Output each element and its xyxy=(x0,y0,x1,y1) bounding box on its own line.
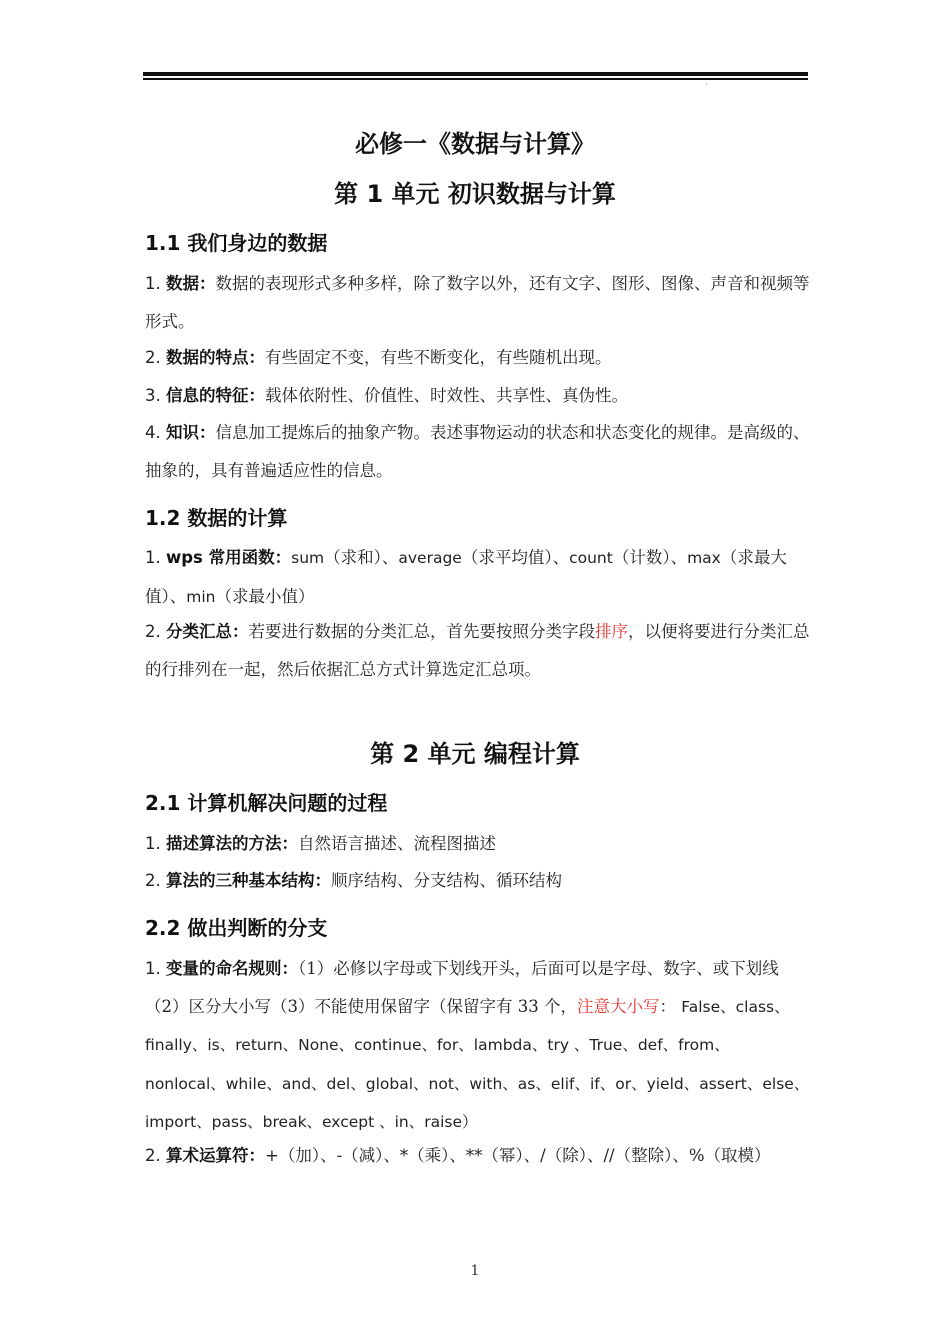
header-dot: · xyxy=(705,80,708,89)
page-number: 1 xyxy=(470,1263,480,1279)
section-1-2-title: 1.2 数据的计算 xyxy=(145,506,288,530)
item-1-1-4: 4. 知识：信息加工提炼后的抽象产物。表述事物运动的状态和状态变化的规律。是高级的、抽象的，具有普遍适应性的信息。 xyxy=(145,423,810,480)
header-rule-thin xyxy=(143,78,808,80)
section-2-1-title: 2.1 计算机解决问题的过程 xyxy=(145,791,388,815)
section-2-2-title: 2.2 做出判断的分支 xyxy=(145,916,328,940)
reserved-keywords: False、class、finally、is、return、None、continue、for、lambda、try 、True、def、from、nonlocal、while、and、del、global、not、with、as、elif、if、or、yield、assert、else、import、pass、break、except 、in、raise） xyxy=(145,997,810,1131)
item-1-1-1: 1. 数据：数据的表现形式多种多样，除了数字以外，还有文字、图形、图像、声音和视频等形式。 xyxy=(145,274,810,331)
item-2-1-2: 2. 算法的三种基本结构：顺序结构、分支结构、循环结构 xyxy=(145,871,562,890)
item-1-1-3: 3. 信息的特征：载体依附性、价值性、时效性、共享性、真伪性。 xyxy=(145,386,628,405)
unit1-title: 第 1 单元 初识数据与计算 xyxy=(334,180,616,208)
highlight-sort: 排序 xyxy=(595,622,628,641)
highlight-case: 注意大小写 xyxy=(576,996,660,1016)
item-2-2-1: 1. 变量的命名规则：（1）必修以字母或下划线开头，后面可以是字母、数字、或下划线（2）区分大小写（3）不能使用保留字（保留字有 33 个，注意大小写： False、class、finally、is、return、None、continue、for、lambda、try 、True、def、from、nonlocal、while、and、del、global、not、with、as、elif、if、or、yield、assert、else、import、pass、break、except 、in、raise） xyxy=(145,959,810,1131)
item-1-2-1: 1. wps 常用函数：sum（求和）、average（求平均值）、count（计数）、max（求最大值）、min（求最小值） xyxy=(145,548,787,606)
item-2-1-1: 1. 描述算法的方法：自然语言描述、流程图描述 xyxy=(145,834,496,853)
item-2-2-2: 2. 算术运算符：+（加）、-（减）、*（乘）、**（幂）、/（除）、//（整除）、%（取模） xyxy=(145,1146,771,1165)
unit2-title: 第 2 单元 编程计算 xyxy=(370,740,580,768)
section-1-1-title: 1.1 我们身边的数据 xyxy=(145,231,328,255)
item-1-2-2: 2. 分类汇总：若要进行数据的分类汇总，首先要按照分类字段排序，以便将要进行分类汇总的行排列在一起，然后依据汇总方式计算选定汇总项。 xyxy=(145,622,810,679)
book-title: 必修一《数据与计算》 xyxy=(355,130,595,158)
item-1-1-2: 2. 数据的特点：有些固定不变，有些不断变化，有些随机出现。 xyxy=(145,348,612,367)
header-rule-thick xyxy=(143,72,808,76)
